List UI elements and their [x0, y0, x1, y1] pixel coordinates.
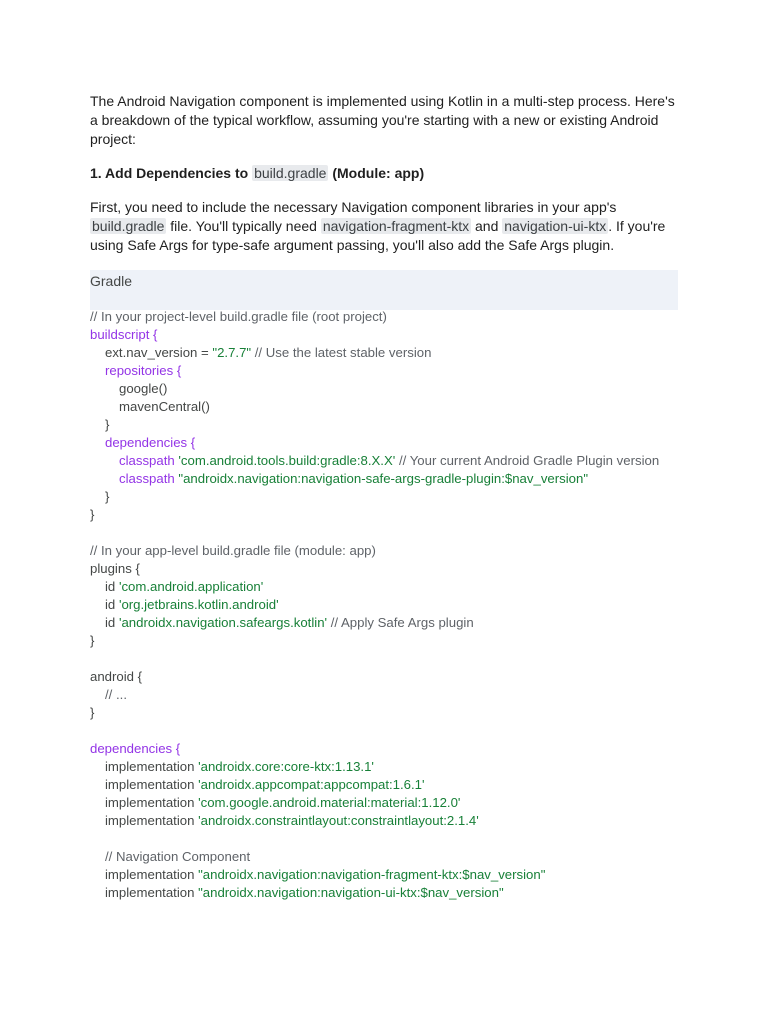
code-text: ext.nav_version = [105, 345, 213, 360]
code-block-header [90, 270, 678, 310]
code-line [90, 614, 690, 632]
section-heading [90, 164, 680, 183]
code-punct: { [172, 741, 181, 756]
code-string: 'com.google.android.material:material:1.12.0' [198, 795, 461, 810]
code-line [90, 344, 690, 362]
code-string: 'androidx.navigation.safeargs.kotlin' [118, 615, 328, 630]
inline-code: build.gradle [92, 218, 165, 234]
code-string: "androidx.navigation:navigation-ui-ktx:$nav_version" [198, 885, 504, 900]
code-line [90, 434, 690, 452]
code-keyword: classpath [119, 471, 175, 486]
code-line [90, 866, 690, 884]
code-keyword: dependencies [90, 741, 173, 756]
para-text: . If you're using Safe Args for type-safe argument passing, you'll also add the Safe Args plugin. [90, 218, 666, 253]
code-line [90, 812, 690, 830]
code-text: implementation [105, 777, 199, 792]
code-punct: { [173, 363, 182, 378]
code-string: "2.7.7" [212, 345, 252, 360]
code-keyword: buildscript [90, 327, 150, 342]
intro-paragraph: The Android Navigation component is implemented using Kotlin in a multi-step process. Here's a breakdown of the typical workflow, assuming you're starting with a new or existing Android project: [90, 93, 675, 147]
code-line: // In your project-level build.gradle file (root project) [90, 309, 387, 324]
code-line [90, 470, 690, 488]
code-line [90, 884, 690, 902]
code-line: } [90, 705, 95, 720]
code-line [90, 326, 690, 344]
code-text: id [105, 579, 119, 594]
para-text: and [471, 218, 503, 234]
para-text: file. You'll typically need [166, 218, 321, 234]
code-line: // ... [105, 687, 127, 702]
inline-code: navigation-ui-ktx [504, 218, 607, 234]
code-comment: // Apply Safe Args plugin [327, 615, 474, 630]
code-string: 'androidx.appcompat:appcompat:1.6.1' [198, 777, 425, 792]
code-line: } [90, 633, 95, 648]
code-text: id [105, 615, 119, 630]
code-line [90, 758, 690, 776]
code-string: "androidx.navigation:navigation-safe-args-gradle-plugin:$nav_version" [174, 471, 589, 486]
heading-prefix: 1. Add Dependencies to [90, 165, 253, 181]
code-comment: // Your current Android Gradle Plugin version [395, 453, 660, 468]
code-blank-line [90, 722, 690, 740]
code-text: implementation [105, 759, 199, 774]
code-language-label: Gradle [90, 273, 133, 289]
code-blank-line [90, 830, 690, 848]
code-string: 'com.android.application' [118, 579, 264, 594]
code-line: mavenCentral() [119, 399, 210, 414]
code-text: id [105, 597, 119, 612]
code-text: implementation [105, 867, 199, 882]
code-line: // In your app-level build.gradle file (module: app) [90, 543, 376, 558]
inline-code: navigation-fragment-ktx [322, 218, 470, 234]
code-string: 'androidx.constraintlayout:constraintlayout:2.1.4' [198, 813, 479, 828]
heading-inline-code: build.gradle [254, 165, 327, 181]
code-blank-line [90, 650, 690, 668]
code-string: 'androidx.core:core-ktx:1.13.1' [198, 759, 374, 774]
code-line: } [105, 417, 110, 432]
code-punct: { [187, 435, 196, 450]
code-comment: // Use the latest stable version [251, 345, 432, 360]
code-line: } [105, 489, 110, 504]
code-line: // Navigation Component [105, 849, 251, 864]
code-line: plugins { [90, 561, 140, 576]
code-keyword: dependencies [105, 435, 188, 450]
code-line: android { [90, 669, 143, 684]
code-line [90, 362, 690, 380]
code-line: google() [119, 381, 168, 396]
code-string: "androidx.navigation:navigation-fragment-ktx:$nav_version" [198, 867, 546, 882]
code-text: implementation [105, 885, 199, 900]
para-text: First, you need to include the necessary Navigation component libraries in your app's [90, 199, 617, 215]
code-blank-line [90, 524, 690, 542]
dependencies-paragraph [90, 198, 680, 255]
code-punct: { [149, 327, 158, 342]
code-line [90, 794, 690, 812]
code-string: 'com.android.tools.build:gradle:8.X.X' [174, 453, 396, 468]
code-line [90, 776, 690, 794]
heading-suffix: (Module: app) [328, 165, 425, 181]
code-line: } [90, 507, 95, 522]
code-block[interactable] [90, 308, 690, 902]
code-line [90, 452, 690, 470]
code-line [90, 578, 690, 596]
code-keyword: classpath [119, 453, 175, 468]
code-string: 'org.jetbrains.kotlin.android' [118, 597, 279, 612]
code-line [90, 740, 690, 758]
code-text: implementation [105, 795, 199, 810]
code-text: implementation [105, 813, 199, 828]
code-line [90, 596, 690, 614]
code-keyword: repositories [105, 363, 174, 378]
